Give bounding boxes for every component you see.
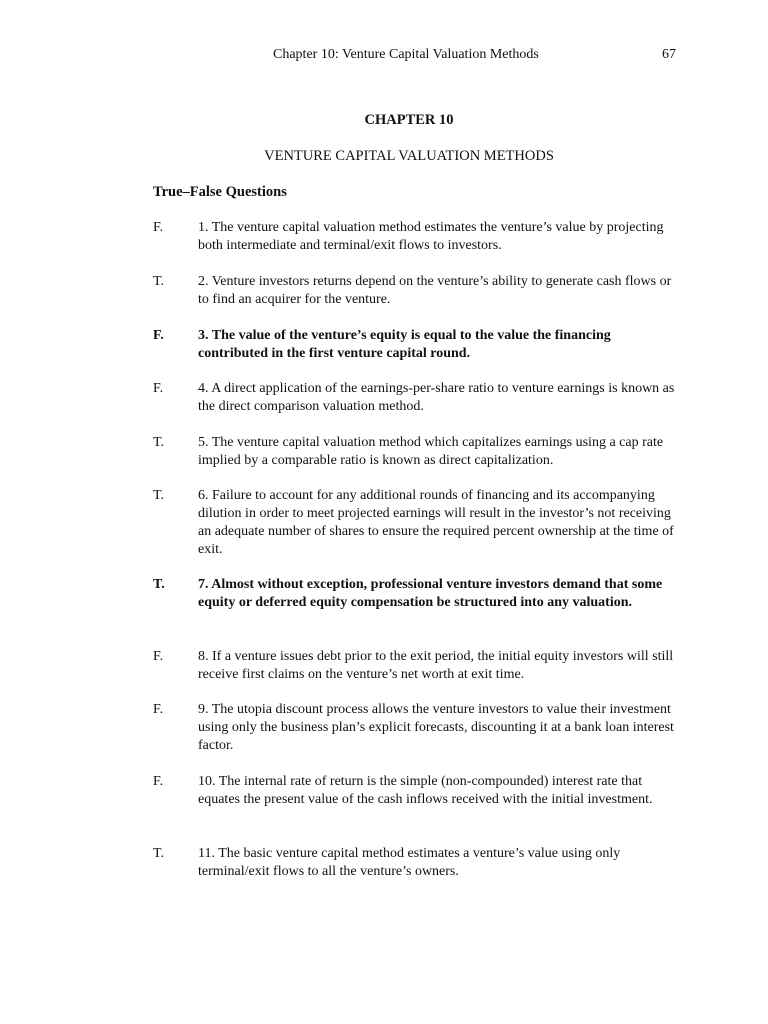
answer-key: F. (153, 381, 164, 396)
answer-key: F. (153, 774, 164, 789)
question-6 (153, 487, 683, 559)
question-1 (153, 219, 683, 255)
question-text: 2. Venture investors returns depend on the venture’s ability to generate cash flows or to find an acquirer for the venture. (198, 274, 672, 307)
question-text: 5. The venture capital valuation method which capitalizes earnings using a cap rate implied by a comparable ratio is known as direct capitalization. (198, 435, 664, 468)
question-9 (153, 701, 683, 755)
question-text: 10. The internal rate of return is the simple (non-compounded) interest rate that equates the present value of the cash inflows received with the initial investment. (198, 774, 653, 807)
question-3 (153, 327, 683, 363)
question-text: 11. The basic venture capital method estimates a venture’s value using only terminal/exit flows to all the venture’s owners. (198, 846, 621, 879)
answer-key: T. (153, 435, 165, 450)
answer-key: F. (153, 220, 164, 235)
question-10 (153, 773, 683, 809)
question-11 (153, 845, 683, 881)
chapter-label: CHAPTER 10 (364, 112, 454, 128)
question-text: 1. The venture capital valuation method estimates the venture’s value by projecting both intermediate and terminal/exit flows to investors. (198, 220, 664, 253)
question-text: 6. Failure to account for any additional rounds of financing and its accompanying dilution in order to meet projected earnings will result in the investor’s not receiving an adequate number of shares to ensure the required percent ownership at the time of exit. (198, 488, 674, 557)
question-8 (153, 648, 683, 684)
question-5 (153, 434, 683, 470)
question-4 (153, 380, 683, 416)
answer-key: T. (153, 846, 165, 861)
question-text: 7. Almost without exception, professional venture investors demand that some equity or deferred equity compensation be structured into any valuation. (198, 577, 663, 610)
question-text: 9. The utopia discount process allows the venture investors to value their investment using only the business plan’s explicit forecasts, discounting it at a bank loan interest factor. (198, 702, 674, 753)
page-number: 67 (662, 47, 676, 62)
running-header: Chapter 10: Venture Capital Valuation Methods (273, 47, 539, 62)
question-7 (153, 576, 683, 612)
answer-key: F. (153, 649, 164, 664)
section-heading: True–False Questions (153, 184, 287, 200)
question-2 (153, 273, 683, 309)
answer-key: F. (153, 702, 164, 717)
answer-key: T. (153, 274, 165, 289)
question-text: 4. A direct application of the earnings-per-share ratio to venture earnings is known as the direct comparison valuation method. (198, 381, 675, 414)
answer-key: F. (153, 328, 164, 343)
answer-key: T. (153, 488, 165, 503)
answer-key: T. (153, 577, 165, 592)
question-text: 8. If a venture issues debt prior to the exit period, the initial equity investors will still receive first claims on the venture’s net worth at exit time. (198, 649, 674, 682)
question-text: 3. The value of the venture’s equity is equal to the value the financing contributed in the first venture capital round. (198, 328, 611, 361)
chapter-title: VENTURE CAPITAL VALUATION METHODS (264, 148, 554, 164)
